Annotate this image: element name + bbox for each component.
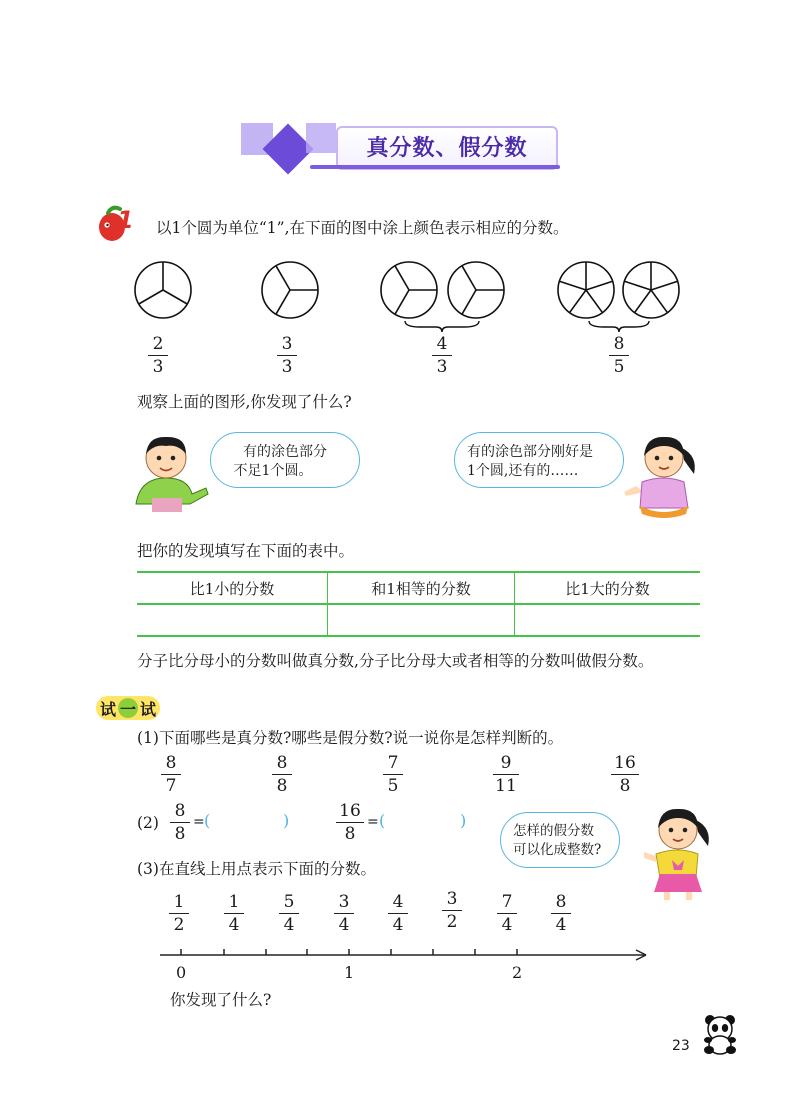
table-prompt: 把你的发现填写在下面的表中。 — [137, 542, 355, 560]
brace — [405, 321, 479, 332]
girl-character — [622, 430, 706, 522]
circle-thirds — [262, 262, 318, 318]
answer-close-paren: ) — [283, 811, 290, 830]
try-it-char: 试 — [140, 700, 157, 719]
activity1-instruction: 以1个圆为单位“1”,在下面的图中涂上颜色表示相应的分数。 — [156, 219, 569, 237]
table-header: 和1相等的分数 — [328, 572, 515, 604]
observation-question: 观察上面的图形,你发现了什么? — [137, 393, 352, 411]
answer-close-paren: ) — [460, 811, 467, 830]
fraction: 8 8 — [170, 802, 190, 843]
bubble-line: 可以化成整数? — [513, 842, 602, 858]
speech-bubble-boy — [210, 432, 360, 488]
fraction: 8 7 — [161, 754, 181, 795]
fraction: 9 11 — [493, 754, 519, 795]
number-line[interactable] — [150, 944, 660, 968]
fraction: 1 2 — [169, 893, 189, 934]
number-line-label: 0 — [176, 963, 187, 982]
fraction: 4 3 — [432, 335, 452, 376]
circle-fifths — [623, 262, 679, 318]
fraction: 8 4 — [551, 893, 571, 934]
equals-sign: = — [193, 814, 205, 830]
fraction: 3 2 — [442, 890, 462, 931]
circle-thirds — [135, 262, 191, 318]
fraction: 3 3 — [277, 335, 297, 376]
findings-table — [137, 571, 700, 637]
answer-cell[interactable] — [137, 604, 328, 636]
try-q2-label: (2) — [137, 814, 159, 832]
try-it-char: 一 — [120, 700, 137, 719]
bubble-line: 怎样的假分数 — [513, 823, 594, 839]
bubble-line: 1个圆,还有的…… — [467, 463, 579, 479]
title-underline — [310, 165, 560, 169]
answer-open-paren: ( — [204, 811, 211, 830]
try-q1: (1)下面哪些是真分数?哪些是假分数?说一说你是怎样判断的。 — [137, 729, 564, 747]
answer-blank[interactable] — [214, 810, 280, 832]
speech-bubble-girl — [500, 812, 620, 868]
table-answer-row — [137, 604, 700, 636]
brace — [589, 321, 649, 332]
answer-blank[interactable] — [389, 810, 457, 832]
girl-character — [636, 800, 720, 904]
fraction: 8 5 — [609, 335, 629, 376]
circle-diagrams — [0, 255, 800, 335]
panda-icon — [700, 1012, 740, 1056]
banner-decor-square — [306, 123, 336, 153]
speech-bubble-girl — [454, 432, 624, 488]
page-title: 真分数、假分数 — [366, 135, 528, 161]
answer-cell[interactable] — [515, 604, 701, 636]
try-it-char: 试 — [100, 700, 117, 719]
activity-number: 1 — [117, 206, 134, 234]
try-it-label — [96, 696, 160, 722]
fraction: 7 5 — [383, 754, 403, 795]
equals-sign: = — [367, 814, 379, 830]
answer-open-paren: ( — [379, 811, 386, 830]
table-header: 比1小的分数 — [137, 572, 328, 604]
circle-fifths — [558, 262, 614, 318]
final-question: 你发现了什么? — [170, 991, 272, 1009]
fraction: 16 8 — [336, 802, 364, 843]
fraction: 8 8 — [272, 754, 292, 795]
fraction: 4 4 — [388, 893, 408, 934]
fraction: 2 3 — [148, 335, 168, 376]
fraction: 1 4 — [224, 893, 244, 934]
bubble-line: 有的涂色部分刚好是 — [467, 444, 593, 460]
table-header: 比1大的分数 — [515, 572, 701, 604]
page-number: 23 — [672, 1038, 690, 1054]
fraction: 7 4 — [497, 893, 517, 934]
circle-thirds — [381, 262, 437, 318]
table-header-row — [137, 572, 700, 604]
try-q3: (3)在直线上用点表示下面的分数。 — [137, 860, 376, 878]
fraction: 16 8 — [611, 754, 639, 795]
bubble-line: 有的涂色部分 — [243, 444, 327, 460]
circle-thirds — [448, 262, 504, 318]
bubble-line: 不足1个圆。 — [233, 463, 313, 479]
number-line-label: 1 — [344, 963, 355, 982]
fraction: 5 4 — [279, 893, 299, 934]
number-line-label: 2 — [512, 963, 523, 982]
answer-cell[interactable] — [328, 604, 515, 636]
fraction: 3 4 — [334, 893, 354, 934]
definition: 分子比分母小的分数叫做真分数,分子比分母大或者相等的分数叫做假分数。 — [137, 652, 654, 670]
